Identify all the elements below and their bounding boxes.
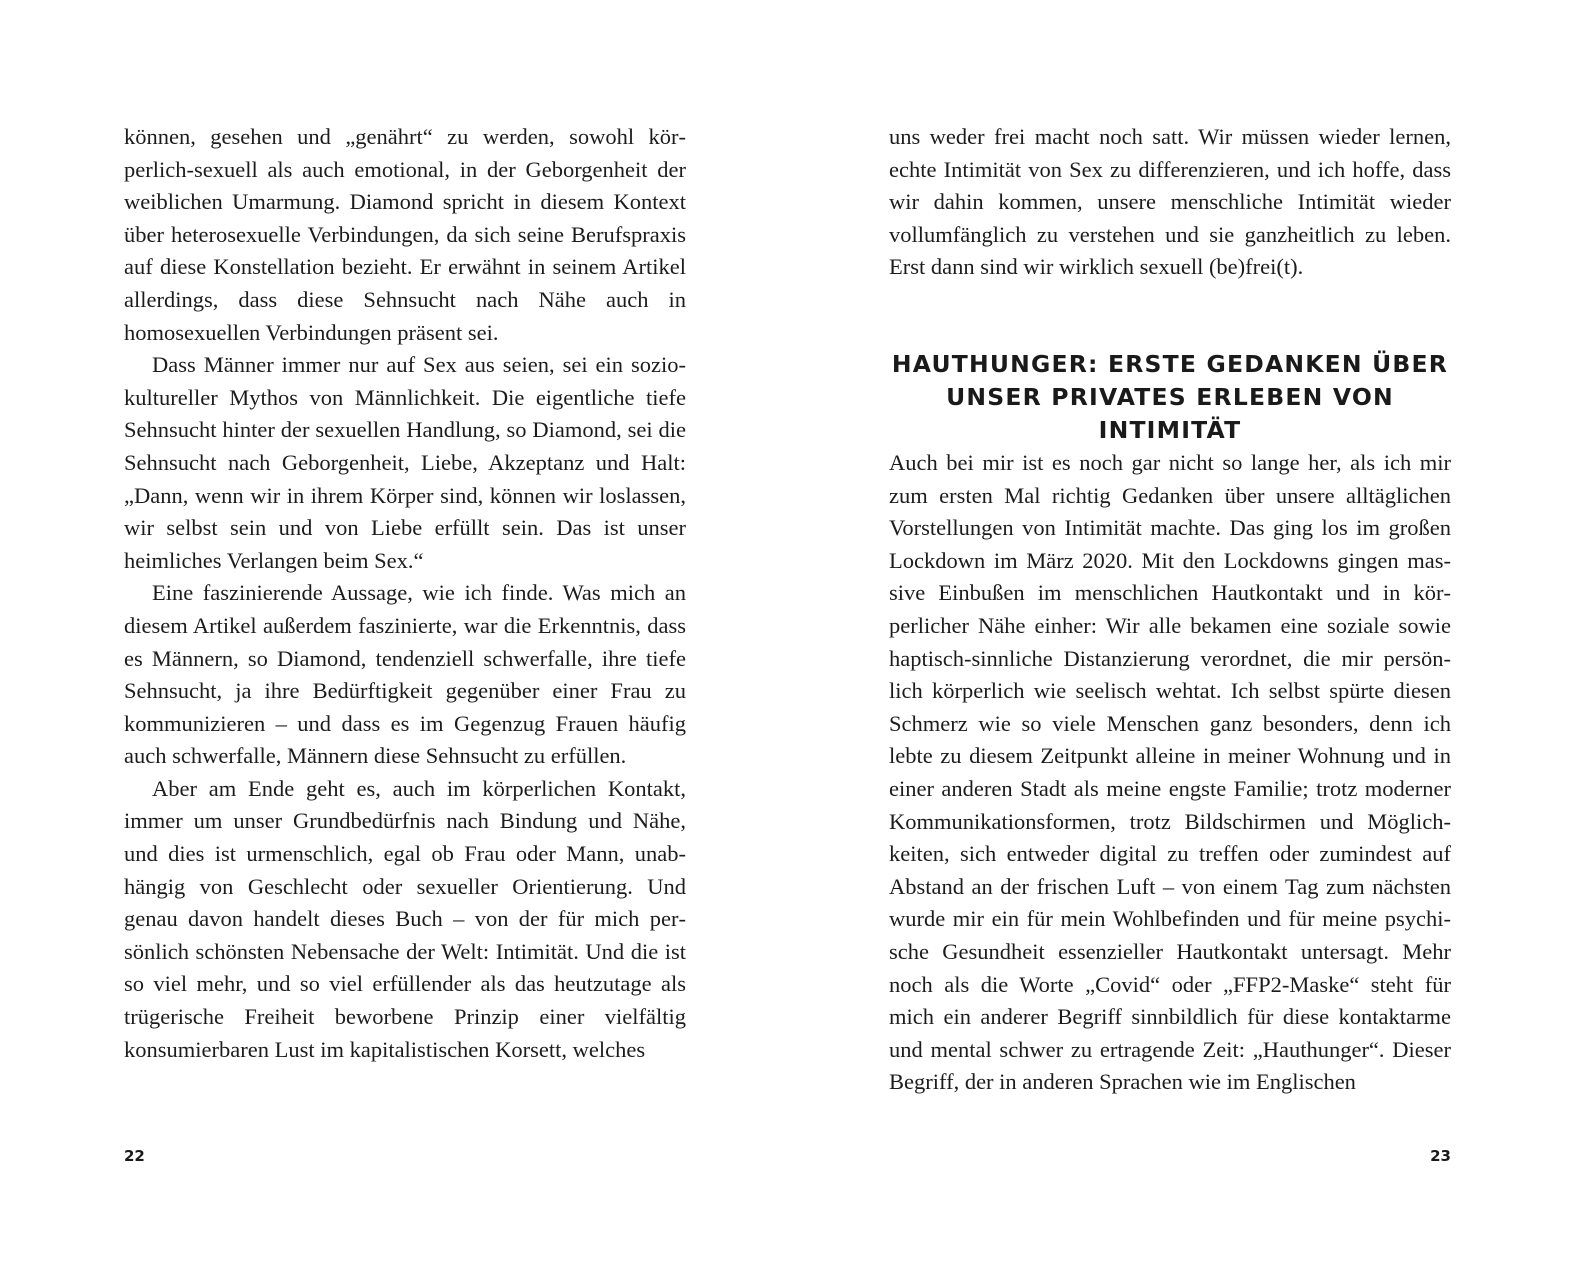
section-heading-line: HAUTHUNGER: ERSTE GEDANKEN ÜBER <box>891 350 1449 378</box>
paragraph: Dass Männer immer nur auf Sex aus seien, sei ein soziokultureller Mythos von Männlichkeit. Die eigentliche tiefe Sehnsucht hinter der sexuellen Handlung, so Diamond, sei die Sehnsucht nach Geborgenheit, Liebe, Akzeptanz und Halt: „Dann, wenn wir in ihrem Körper sind, können wir loslassen, wir selbst sein und von Liebe erfüllt sein. Das ist unser heimliches Verlangen beim Sex.“ <box>124 352 686 573</box>
page-number: 23 <box>1430 1147 1451 1165</box>
paragraph: uns weder frei macht noch satt. Wir müssen wieder lernen, echte Intimität von Sex zu differenzieren, und ich hoffe, dass wir dahin kommen, unsere menschliche Intimität wieder vollumfänglich zu verstehen und sie ganzheitlich zu leben. Erst dann sind wir wirklich sexuell (be)frei(t). <box>889 124 1451 280</box>
paragraph: Eine faszinierende Aussage, wie ich finde. Was mich an diesem Artikel außerdem faszinierte, war die Erkenntnis, dass es Männern, so Diamond, tendenziell schwerfalle, ihre tiefe Sehnsucht, ja ihre Bedürftigkeit gegenüber einer Frau zu kommunizieren – und dass es im Gegenzug Frauen häufig auch schwerfalle, Männern diese Sehnsucht zu erfüllen. <box>124 580 686 769</box>
right-page-top-body <box>889 121 1451 284</box>
section-heading-line: UNSER PRIVATES ERLEBEN VON INTIMITÄT <box>946 383 1394 444</box>
paragraph: Aber am Ende geht es, auch im körperlichen Kontakt, immer um unser Grundbedürfnis nach Bindung und Nähe, und dies ist urmenschlich, egal ob Frau oder Mann, unabhängig von Geschlecht oder sexueller Orientierung. Und genau davon handelt dieses Buch – von der für mich persönlich schönsten Nebensache der Welt: Intimität. Und die ist so viel mehr, und so viel erfüllender als das heutzutage als trügerische Freiheit beworbene Prinzip einer vielfältig konsumierbaren Lust im kapitalistischen Korsett, welches <box>124 775 686 1062</box>
right-page-section-body <box>889 447 1451 1099</box>
left-page-body <box>124 121 686 1066</box>
paragraph: können, gesehen und „genährt“ zu werden, sowohl körperlich-sexuell als auch emotional, in der Geborgenheit der weiblichen Umarmung. Diamond spricht in diesem Kontext über heterosexuelle Verbindungen, da sich seine Berufspraxis auf diese Konstellation bezieht. Er erwähnt in seinem Artikel allerdings, dass diese Sehnsucht nach Nähe auch in homosexuellen Verbindungen präsent sei. <box>124 124 686 345</box>
paragraph: Auch bei mir ist es noch gar nicht so lange her, als ich mir zum ersten Mal richtig Gedanken über unsere alltäglichen Vorstellungen von Intimität machte. Das ging los im großen Lockdown im März 2020. Mit den Lockdowns gingen massive Einbußen im menschlichen Hautkontakt und in körperlicher Nähe einher: Wir alle bekamen eine soziale sowie haptisch-sinnliche Distanzierung verordnet, die mir persönlich körperlich wie seelisch wehtat. Ich selbst spürte diesen Schmerz wie so viele Menschen ganz besonders, denn ich lebte zu diesem Zeitpunkt alleine in meiner Wohnung und in einer anderen Stadt als meine engste Familie; trotz moderner Kommunikationsformen, trotz Bildschirmen und Möglichkeiten, sich entweder digital zu treffen oder zumindest auf Abstand an der frischen Luft – von einem Tag zum nächsten wurde mir ein für mein Wohlbefinden und für meine psychische Gesundheit essenzieller Hautkontakt untersagt. Mehr noch als die Worte „Covid“ oder „FFP2-Maske“ steht für mich ein anderer Begriff sinnbildlich für diese kontaktarme und mental schwer zu ertragende Zeit: „Hauthunger“. Dieser Begriff, der in anderen Sprachen wie im Englischen <box>889 450 1451 1095</box>
right-page <box>797 0 1594 1270</box>
section-heading <box>889 348 1451 447</box>
page-number: 22 <box>124 1147 145 1165</box>
